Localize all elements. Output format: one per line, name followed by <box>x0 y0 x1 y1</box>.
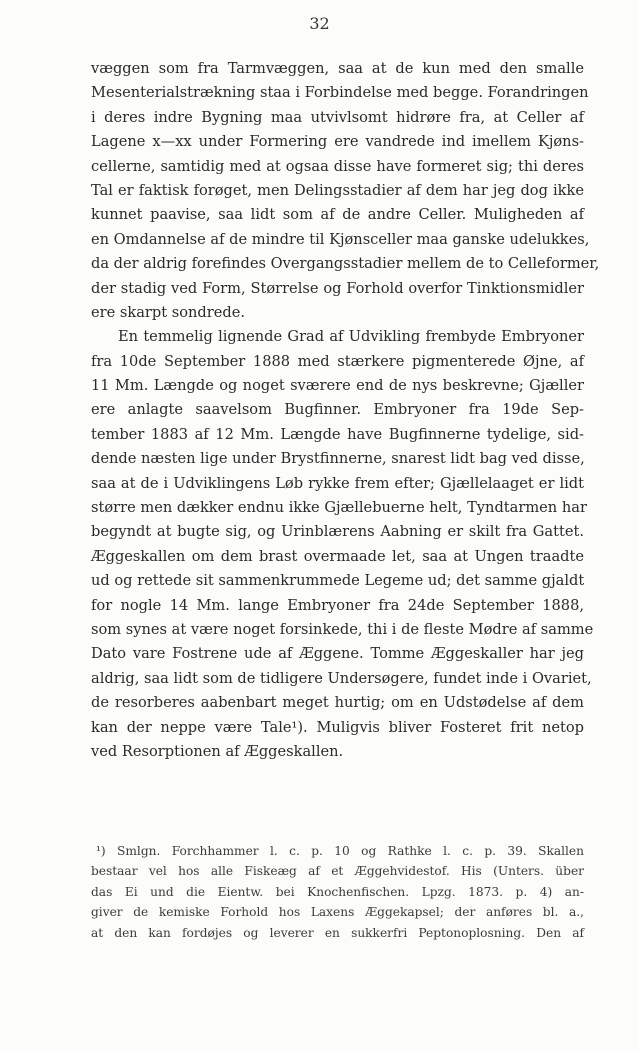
text-line: fra 10de September 1888 med stærkere pigmenterede Øjne, af <box>91 352 584 370</box>
text-line: som synes at være noget forsinkede, thi i de fleste Mødre af samme <box>91 620 594 638</box>
text-line: begyndt at bugte sig, og Urinblærens Aabning er skilt fra Gattet. <box>91 523 584 541</box>
text-line: kan der neppe være Tale¹). Muligvis bliver Fosteret frit netop <box>91 718 584 736</box>
text-line: for nogle 14 Mm. lange Embryoner fra 24de September 1888, <box>91 596 584 614</box>
footnote-line: das Ei und die Eientw. bei Knochenfischen. Lpzg. 1873. p. 4) an- <box>91 884 584 899</box>
footnote-line: ¹) Smlgn. Forchhammer l. c. p. 10 og Rathke l. c. p. 39. Skallen <box>96 844 584 858</box>
text-line: ere skarpt sondrede. <box>91 303 245 321</box>
text-line: kunnet paavise, saa lidt som af de andre Celler. Muligheden af <box>91 206 584 224</box>
text-line: Tal er faktisk forøget, men Delingsstadier af dem har jeg dog ikke <box>91 181 584 199</box>
text-line: 11 Mm. Længde og noget sværere end de nys beskrevne; Gjæller <box>91 377 584 395</box>
page-number: 32 <box>309 14 330 33</box>
text-line: cellerne, samtidig med at ogsaa disse have formeret sig; thi deres <box>91 157 584 175</box>
text-line: ved Resorptionen af Æggeskallen. <box>91 742 344 760</box>
text-line: Dato vare Fostrene ude af Æggene. Tomme Æggeskaller har jeg <box>91 645 584 663</box>
text-line: en Omdannelse af de mindre til Kjønsceller maa ganske udelukkes, <box>91 230 590 248</box>
text-line: Lagene x—xx under Formering ere vandrede ind imellem Kjøns- <box>91 133 584 151</box>
main-text-block <box>91 57 600 764</box>
text-line: Æggeskallen om dem brast overmaade let, saa at Ungen traadte <box>91 547 584 565</box>
text-line: da der aldrig forefindes Overgangsstadier mellem de to Celleformer, <box>91 255 600 273</box>
text-line: aldrig, saa lidt som de tidligere Undersøgere, fundet inde i Ovariet, <box>91 669 592 687</box>
text-line: de resorberes aabenbart meget hurtig; om en Udstødelse af dem <box>91 694 584 712</box>
text-line: dende næsten lige under Brystfinnerne, snarest lidt bag ved disse, <box>91 450 585 468</box>
text-line: tember 1883 af 12 Mm. Længde have Bugfinnerne tydelige, sid- <box>91 425 584 443</box>
footnote <box>91 841 584 943</box>
footnote-line: bestaar vel hos alle Fiskeæg af et Æggehvidestof. His (Unters. über <box>91 864 584 879</box>
footnote-line: giver de kemiske Forhold hos Laxens Æggekapsel; der anføres bl. a., <box>91 905 584 920</box>
footnote-line: at den kan fordøjes og leverer en sukkerfri Peptonoplosning. Den af <box>91 925 584 940</box>
text-line: ere anlagte saavelsom Bugfinner. Embryoner fra 19de Sep- <box>91 401 584 419</box>
text-line: saa at de i Udviklingens Løb rykke frem efter; Gjællelaaget er lidt <box>91 474 584 492</box>
paragraph-start-line: En temmelig lignende Grad af Udvikling frembyde Embryoner <box>118 328 584 346</box>
text-line: i deres indre Bygning maa utvivlsomt hidrøre fra, at Celler af <box>91 108 584 126</box>
text-line: der stadig ved Form, Størrelse og Forhold overfor Tinktionsmidler <box>91 279 584 297</box>
text-line: Mesenterialstrækning staa i Forbindelse med begge. Forandringen <box>91 84 589 102</box>
text-line: væggen som fra Tarmvæggen, saa at de kun med den smalle <box>91 60 584 77</box>
text-line: ud og rettede sit sammenkrummede Legeme ud; det samme gjaldt <box>91 572 585 590</box>
text-line: større men dækker endnu ikke Gjællebuerne helt, Tyndtarmen har <box>91 499 587 517</box>
